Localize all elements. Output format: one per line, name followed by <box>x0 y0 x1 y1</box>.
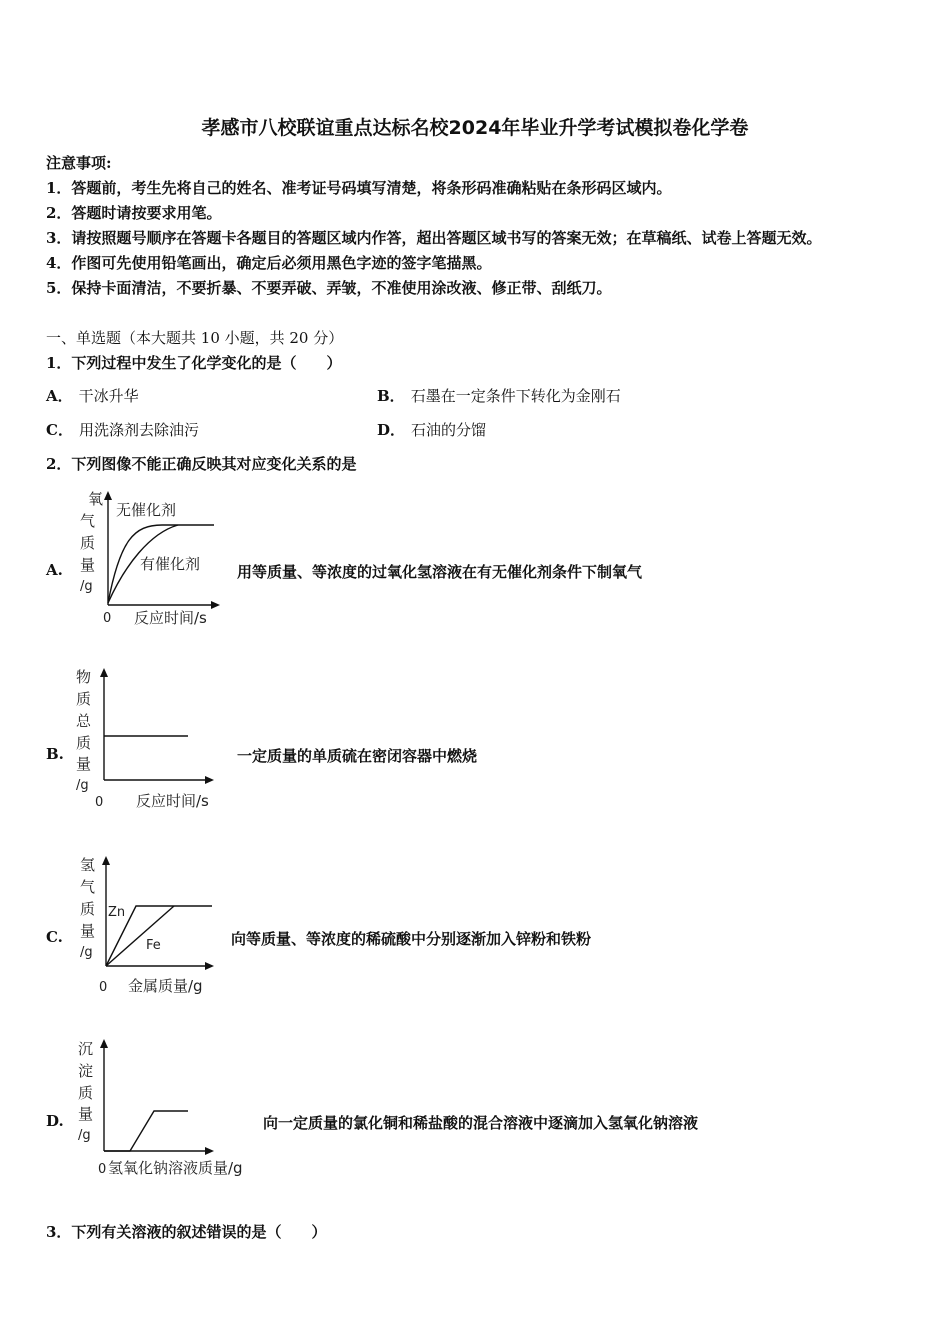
q2-option-c-letter: C. <box>46 928 63 946</box>
notice-item: 3．请按照题号顺序在答题卡各题目的答题区域内作答，超出答题区域书写的答案无效；在草稿纸、试卷上答题无效。 <box>46 229 822 247</box>
y-axis-arrow <box>100 668 108 677</box>
x-axis-arrow <box>205 1147 214 1155</box>
notice-item: 1．答题前，考生先将自己的姓名、准考证号码填写清楚，将条形码准确粘贴在条形码区域内。 <box>46 179 672 197</box>
y-axis-arrow <box>104 491 112 500</box>
x-axis-arrow <box>205 776 214 784</box>
origin-label: 0 <box>95 795 104 810</box>
question-2-stem: 2．下列图像不能正确反映其对应变化关系的是 <box>46 455 357 473</box>
question-3-stem: 3．下列有关溶液的叙述错误的是（ ） <box>46 1223 327 1241</box>
q1-option-c <box>46 419 199 440</box>
y-unit: /g <box>80 579 93 594</box>
series-label: Fe <box>146 938 161 953</box>
y-label-char: 质 <box>80 900 96 918</box>
y-label-char: 氧 <box>88 490 104 508</box>
section-heading: 一、单选题（本大题共 10 小题，共 20 分） <box>46 329 344 347</box>
y-label-char: 物 <box>76 668 92 686</box>
chart-c <box>70 850 230 998</box>
x-axis-label: 反应时间/s <box>136 792 209 810</box>
option-letter: B． <box>377 387 405 405</box>
y-label-char: 气 <box>80 878 96 896</box>
q2-option-c-desc: 向等质量、等浓度的稀硫酸中分别逐渐加入锌粉和铁粉 <box>231 930 592 948</box>
y-axis-arrow <box>102 856 110 865</box>
question-1-stem: 1．下列过程中发生了化学变化的是（ ） <box>46 354 342 372</box>
origin-label: 0 <box>98 1162 107 1177</box>
x-axis-label: 金属质量/g <box>128 977 203 995</box>
option-text: 石墨在一定条件下转化为金刚石 <box>410 387 621 405</box>
y-label-char: 氢 <box>80 856 96 874</box>
chart-b <box>70 662 230 812</box>
x-axis-label: 反应时间/s <box>134 609 207 627</box>
option-text: 用洗涤剂去除油污 <box>78 421 199 439</box>
q2-option-b-letter: B. <box>46 745 64 763</box>
q1-option-b <box>377 385 621 406</box>
y-label-char: 质 <box>78 1084 94 1102</box>
y-unit: /g <box>80 945 93 960</box>
origin-label: 0 <box>99 980 108 995</box>
origin-label: 0 <box>103 611 112 626</box>
y-unit: /g <box>78 1128 91 1143</box>
y-label-char: 量 <box>80 556 96 574</box>
y-label-char: 量 <box>76 755 92 773</box>
y-label-char: 气 <box>80 512 96 530</box>
notice-heading: 注意事项: <box>46 154 112 172</box>
x-axis-label: 氢氧化钠溶液质量/g <box>108 1159 243 1177</box>
page-title: 孝感市八校联谊重点达标名校2024年毕业升学考试模拟卷化学卷 <box>201 117 749 139</box>
y-label-char: 量 <box>80 922 96 940</box>
q1-option-d <box>377 419 486 440</box>
q2-option-d-letter: D. <box>46 1112 64 1130</box>
notice-item: 2．答题时请按要求用笔。 <box>46 204 222 222</box>
y-axis-arrow <box>100 1039 108 1048</box>
chart-d <box>70 1033 270 1183</box>
x-axis-arrow <box>205 962 214 970</box>
option-text: 石油的分馏 <box>411 421 487 439</box>
q2-option-a-letter: A. <box>46 561 63 579</box>
y-label-char: 沉 <box>78 1040 94 1058</box>
y-label-char: 质 <box>76 690 92 708</box>
option-letter: D． <box>377 421 406 439</box>
q2-option-a-desc: 用等质量、等浓度的过氧化氢溶液在有无催化剂条件下制氧气 <box>237 563 643 581</box>
series-line <box>104 1111 188 1151</box>
notice-item: 5．保持卡面清洁，不要折暴、不要弄破、弄皱，不准使用涂改液、修正带、刮纸刀。 <box>46 279 612 297</box>
series-label: Zn <box>108 905 126 920</box>
q2-option-d-desc: 向一定质量的氯化铜和稀盐酸的混合溶液中逐滴加入氢氧化钠溶液 <box>263 1114 699 1132</box>
y-unit: /g <box>76 778 89 793</box>
q2-option-b-desc: 一定质量的单质硫在密闭容器中燃烧 <box>237 747 478 765</box>
notice-item: 4．作图可先使用铅笔画出，确定后必须用黑色字迹的签字笔描黑。 <box>46 254 492 272</box>
series-label: 无催化剂 <box>116 501 177 519</box>
chart-a <box>70 485 230 633</box>
y-label-char: 淀 <box>78 1062 94 1080</box>
x-axis-arrow <box>211 601 220 609</box>
option-letter: C． <box>46 421 73 439</box>
option-letter: A． <box>46 387 73 405</box>
q1-option-a <box>46 385 139 406</box>
y-label-char: 质 <box>80 534 96 552</box>
series-label: 有催化剂 <box>140 555 201 573</box>
y-label-char: 质 <box>76 734 92 752</box>
y-label-char: 总 <box>76 712 92 730</box>
option-text: 干冰升华 <box>78 387 139 405</box>
y-label-char: 量 <box>78 1105 94 1123</box>
